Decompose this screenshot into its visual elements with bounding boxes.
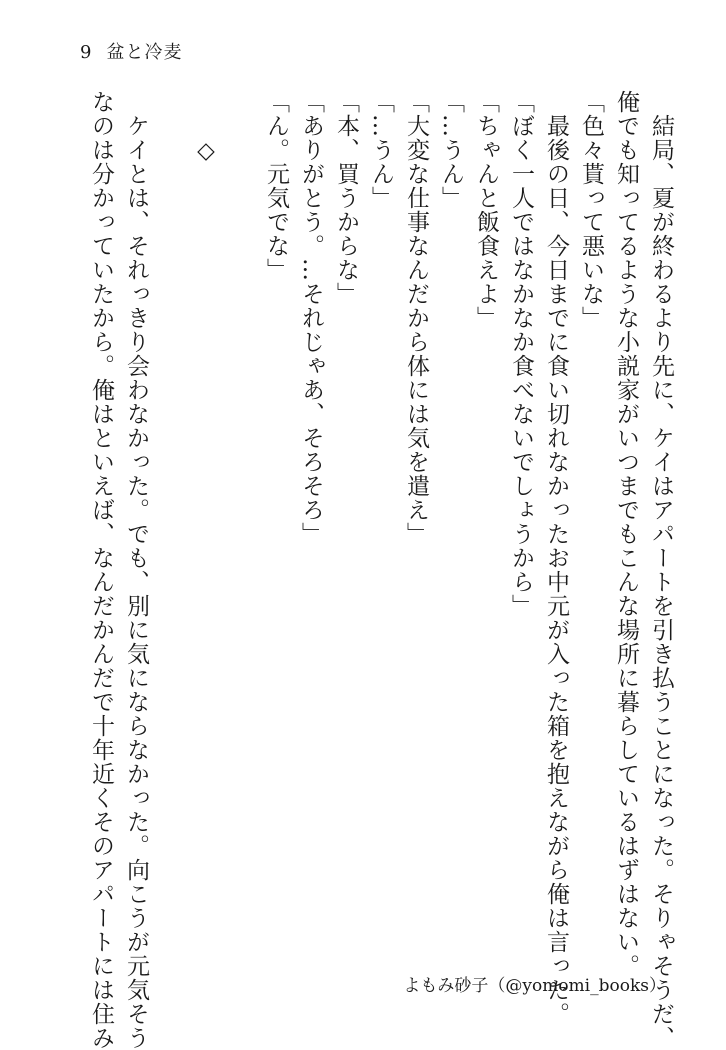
text-line: 「ちゃんと飯食えよ」 [473, 90, 499, 330]
text-line: 最後の日、今日までに食い切れなかったお中元が入った箱を抱えながら俺は言った。 [543, 90, 569, 1026]
chapter-number: 9 [80, 42, 93, 63]
text-line: 「ぼく一人ではなかなか食べないでしょうから」 [508, 90, 534, 618]
author-credit: よもみ砂子（@yomomi_books） [403, 976, 666, 996]
text-line: ケイとは、それっきり会わなかった。でも、別に気にならなかった。向こうが元気そう [123, 90, 149, 1050]
text-line: なのは分かっていたから。俺はといえば、なんだかんだで十年近くそのアパートには住み [88, 90, 114, 1050]
blank-line [223, 90, 258, 970]
text-line: 「ん。元気でな」 [263, 90, 289, 282]
text-line: 「色々貰って悪いな」 [578, 90, 604, 330]
text-line: 結局、夏が終わるより先に、ケイはアパートを引き払うことになった。そりゃそうだ、 [648, 90, 674, 1050]
blank-line [153, 90, 188, 970]
chapter-header [80, 38, 182, 64]
text-line: 「大変な仕事なんだから体には気を遣え」 [403, 90, 429, 546]
text-line: 「ありがとう。…それじゃあ、そろそろ」 [298, 90, 324, 546]
chapter-title: 盆と冷麦 [106, 42, 183, 63]
text-line: 「…うん」 [438, 90, 464, 210]
text-line: 「…うん」 [368, 90, 394, 210]
scene-break-diamond: ◇ [193, 90, 219, 165]
text-line: 俺でも知ってるような小説家がいつまでもこんな場所に暮らしているはずはない。 [613, 90, 639, 978]
text-line: 「本、買うからな」 [333, 90, 359, 306]
